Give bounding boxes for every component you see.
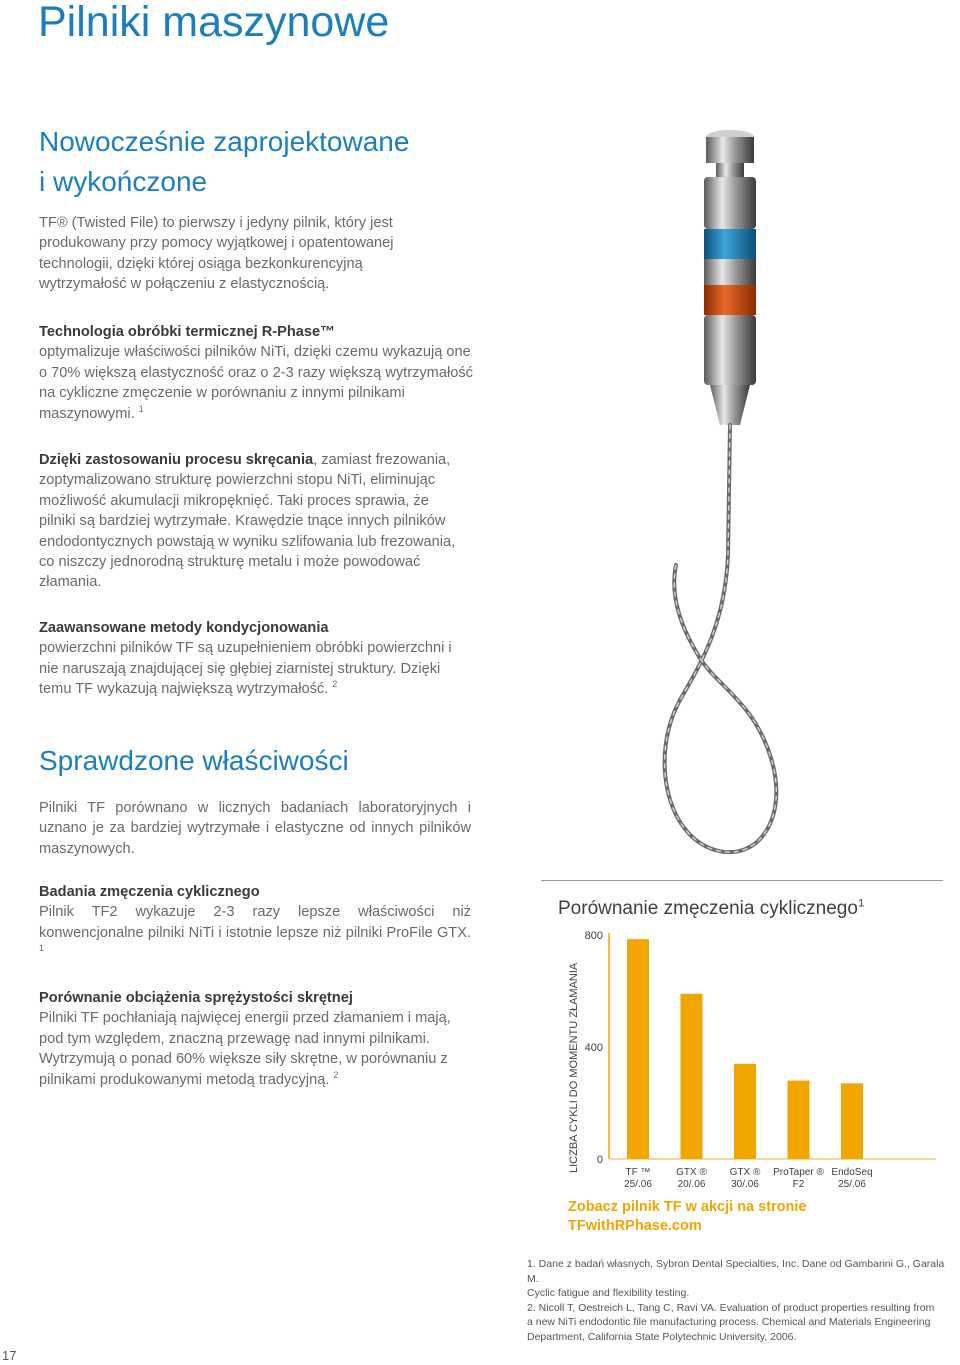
chart-title-footnote: 1 bbox=[857, 897, 865, 910]
section2-paragraph-2-lead: Porównanie obciążenia sprężystości skrętnej bbox=[39, 990, 353, 1006]
y-axis-label: LICZBA CYKLI DO MOMENTU ZŁAMANIA bbox=[568, 962, 580, 1173]
reference-1-line2: Cyclic fatigue and flexibility testing. bbox=[527, 1287, 690, 1300]
y-tick-label: 0 bbox=[596, 1154, 603, 1166]
x-tick-label: F2 bbox=[792, 1179, 805, 1190]
footnote-ref: 1 bbox=[138, 403, 144, 414]
y-tick-label: 400 bbox=[584, 1042, 603, 1054]
section2-paragraph-2-text: Pilniki TF pochłaniają najwięcej energii przed złamaniem i mają, pod tym względem, znaczną przewagę nad innymi pilnikami. Wytrzymują o ponad 60% większe siły skrętne, w porównaniu z pilnikami produkowanymi metodą tradycyjną. bbox=[39, 1010, 451, 1088]
reference-2-line3: Department, California State Polytechnic University, 2006. bbox=[527, 1330, 797, 1343]
file-instrument-illustration bbox=[640, 125, 820, 880]
bar bbox=[788, 1081, 810, 1159]
section1-paragraph-3-text: powierzchni pilników TF są uzupełnieniem obróbki powierzchni i nie naruszają znajdującej się głębiej ziarnistej struktury. Dzięki temu TF wykazują największą wytrzymałość. bbox=[39, 640, 452, 698]
x-tick-label: 30/.06 bbox=[731, 1179, 759, 1190]
section1-paragraph-2-lead: Dzięki zastosowaniu procesu skręcania bbox=[39, 452, 314, 468]
footnote-ref: 1 bbox=[39, 943, 44, 954]
bar bbox=[734, 1064, 756, 1159]
footnote-ref: 2 bbox=[332, 679, 338, 690]
footnote-ref: 2 bbox=[333, 1069, 339, 1080]
section1-paragraph-3-lead: Zaawansowane metody kondycjonowania bbox=[39, 620, 329, 636]
section1-paragraph-2-text: , zamiast frezowania, zoptymalizowano strukturę powierzchni stopu NiTi, eliminując możliwość akumulacji mikropęknięć. Taki proces sprawia, że pilniki są bardziej wytrzymałe. Krawędzie tnące innych pilników endodontycznych powstają w wyniku szlifowania lub frezowania, co niszczy jednorodną strukturę metalu i może powodować złamania. bbox=[39, 452, 456, 591]
x-tick-label: 20/.06 bbox=[677, 1179, 706, 1190]
file-handle bbox=[704, 130, 756, 425]
x-tick-label: 25/.06 bbox=[624, 1179, 652, 1190]
references bbox=[527, 1257, 957, 1345]
section1-heading bbox=[39, 122, 409, 202]
x-tick-label: ProTaper ® bbox=[773, 1167, 824, 1178]
section1-intro: TF® (Twisted File) to pierwszy i jedyny pilnik, który jest produkowany przy pomocy wyjątkowej i opatentowanej technologii, dzięki której osiąga bezkonkurencyjną wytrzymałość w połączeniu z elastycznością. bbox=[39, 215, 394, 293]
section1-heading-line1: Nowocześnie zaprojektowane bbox=[39, 126, 410, 157]
chart-title-text: Porównanie zmęczenia cyklicznego bbox=[558, 898, 858, 919]
section2-paragraph-2 bbox=[39, 988, 471, 1090]
reference-2-line1: 2. Nicoll T, Oestreich L, Tang C, Ravi VA. Evaluation of product properties resulting from bbox=[527, 1301, 935, 1314]
x-tick-label: 25/.06 bbox=[838, 1179, 866, 1190]
section2-paragraph-1-text: Pilnik TF2 wykazuje 2-3 razy lepsze właściwości niż konwencjonalne pilniki NiTi i istotnie lepsze niż pilniki ProFile GTX. bbox=[39, 904, 471, 941]
bar bbox=[841, 1083, 863, 1159]
file-shaft bbox=[665, 425, 777, 852]
x-tick-label: EndoSeq bbox=[831, 1167, 873, 1178]
x-tick-label: GTX ® bbox=[729, 1167, 761, 1178]
reference-2-line2: a new NiTi endodontic file manufacturing process. Chemical and Materials Engineering bbox=[527, 1316, 931, 1329]
x-tick-label: TF ™ bbox=[625, 1167, 651, 1178]
section2-intro: Pilniki TF porównano w licznych badaniach laboratoryjnych i uznano je za bardziej wytrzymałe i elastyczne od innych pilników maszynowych. bbox=[39, 800, 471, 857]
y-ticks bbox=[585, 930, 603, 1166]
y-tick-label: 800 bbox=[584, 930, 603, 942]
section1-paragraph-2 bbox=[39, 450, 469, 593]
bars bbox=[627, 939, 863, 1159]
section2-heading: Sprawdzone właściwości bbox=[39, 745, 349, 776]
reference-1-line1: 1. Dane z badań własnych, Sybron Dental Specialties, Inc. Dane od Gambarini G., Garala M. bbox=[527, 1258, 945, 1285]
bar bbox=[681, 994, 703, 1159]
x-tick-label: GTX ® bbox=[676, 1167, 707, 1178]
section1-paragraph-1-text: optymalizuje właściwości pilników NiTi, dzięki czemu wykazują one o 70% większą elastyczność oraz o 2-3 razy większą wytrzymałość na cykliczne zmęczenie w porównaniu z innymi pilnikami maszynowymi. bbox=[39, 344, 473, 422]
section1-paragraph-1-lead: Technologia obróbki termicznej R-Phase™ bbox=[39, 324, 335, 340]
chart-title bbox=[558, 898, 864, 920]
section1-heading-line2: i wykończone bbox=[39, 166, 208, 197]
chart-top-rule bbox=[541, 880, 943, 881]
page-title: Pilniki maszynowe bbox=[38, 0, 390, 46]
x-labels bbox=[624, 1167, 872, 1190]
page-number: 17 bbox=[2, 1348, 17, 1363]
section1-paragraph-1 bbox=[39, 322, 474, 424]
section2-paragraph-1-lead: Badania zmęczenia cyklicznego bbox=[39, 884, 260, 900]
bar bbox=[627, 939, 649, 1159]
promo-link[interactable]: TFwithRPhase.com bbox=[568, 1218, 702, 1234]
promo-text bbox=[568, 1198, 898, 1236]
fatigue-bar-chart bbox=[541, 925, 943, 1195]
section2-paragraph-1 bbox=[39, 882, 471, 964]
promo-line1: Zobacz pilnik TF w akcji na stronie bbox=[568, 1199, 807, 1215]
section1-paragraph-3 bbox=[39, 618, 469, 700]
